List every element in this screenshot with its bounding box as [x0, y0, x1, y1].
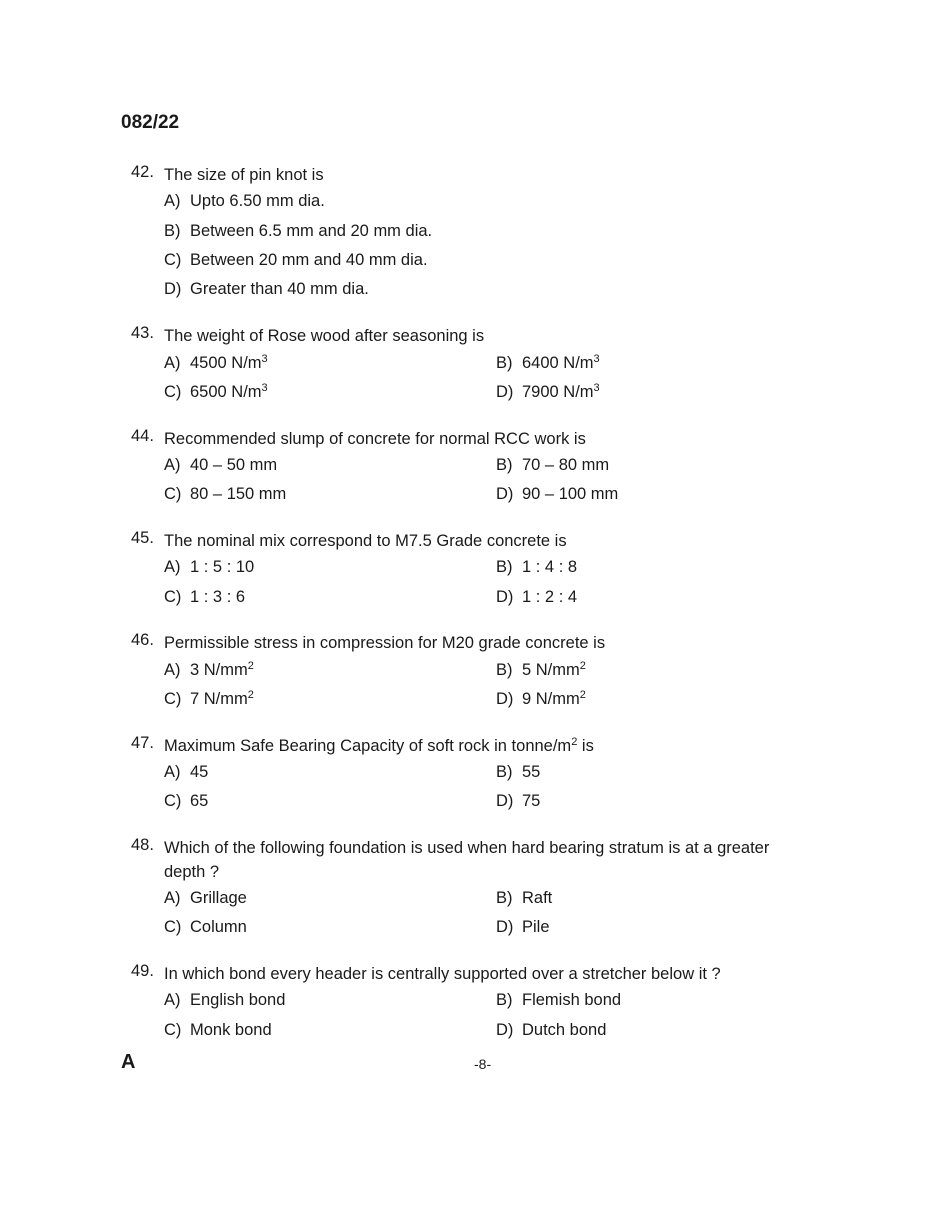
question-text: The nominal mix correspond to M7.5 Grade concrete is: [164, 532, 567, 550]
option-text: Pile: [522, 918, 550, 936]
option-text: 9 N/mm: [522, 690, 580, 708]
option-d: [496, 792, 540, 811]
option-b: [496, 354, 600, 373]
option-label: A): [164, 192, 181, 210]
option-text: Upto 6.50 mm dia.: [190, 192, 325, 210]
option-text: 7 N/mm: [190, 690, 248, 708]
option-text: Monk bond: [190, 1021, 272, 1039]
option-b: [496, 889, 552, 908]
question-text: The weight of Rose wood after seasoning is: [164, 327, 485, 345]
option-c: [164, 792, 208, 811]
question-text: Which of the following foundation is used when hard bearing stratum is at a greater depth ?: [164, 839, 770, 881]
question-text-main: Maximum Safe Bearing Capacity of soft rock in tonne/m: [164, 737, 572, 755]
option-d: [496, 485, 618, 504]
question-number: 48.: [131, 836, 154, 854]
option-a: [164, 991, 285, 1010]
option-text: 80 – 150 mm: [190, 485, 287, 503]
option-text: 45: [190, 763, 209, 781]
option-superscript: 2: [247, 689, 254, 701]
option-label: D): [496, 690, 514, 708]
question-43: [131, 324, 485, 345]
question-number: 47.: [131, 734, 154, 752]
option-c: [164, 918, 247, 937]
option-superscript: 2: [247, 660, 254, 672]
option-d: [496, 690, 586, 709]
option-label: C): [164, 918, 182, 936]
option-a: [164, 889, 247, 908]
option-text: Column: [190, 918, 247, 936]
question-46: [131, 631, 606, 652]
option-text: 90 – 100 mm: [522, 485, 619, 503]
option-d: [496, 918, 550, 937]
question-number: 44.: [131, 427, 154, 445]
question-text: Permissible stress in compression for M20 grade concrete is: [164, 634, 606, 652]
option-label: C): [164, 383, 182, 401]
option-superscript: 3: [261, 353, 268, 365]
option-text: 5 N/mm: [522, 661, 580, 679]
option-text: 1 : 5 : 10: [190, 558, 255, 576]
question-42: [131, 163, 324, 184]
option-superscript: 3: [593, 382, 600, 394]
option-text: 4500 N/m: [190, 354, 262, 372]
option-label: B): [496, 889, 513, 907]
question-text: In which bond every header is centrally supported over a stretcher below it ?: [164, 965, 721, 983]
question-number: 49.: [131, 962, 154, 980]
option-text: 75: [522, 792, 541, 810]
question-text: The size of pin knot is: [164, 166, 324, 184]
option-text: Raft: [522, 889, 553, 907]
option-a: [164, 456, 277, 475]
option-c: [164, 251, 428, 270]
option-label: B): [496, 558, 513, 576]
series-letter: A: [121, 1051, 136, 1073]
option-text: 3 N/mm: [190, 661, 248, 679]
option-text: 1 : 2 : 4: [522, 588, 578, 606]
question-number: 45.: [131, 529, 154, 547]
option-text: Flemish bond: [522, 991, 622, 1009]
option-label: B): [496, 991, 513, 1009]
option-b: [164, 222, 432, 241]
option-label: B): [496, 456, 513, 474]
option-label: D): [496, 383, 514, 401]
option-label: A): [164, 354, 181, 372]
option-text: 6500 N/m: [190, 383, 262, 401]
question-45: [131, 529, 567, 550]
option-superscript: 2: [579, 660, 586, 672]
option-d: [164, 280, 369, 299]
option-text: Greater than 40 mm dia.: [190, 280, 369, 298]
question-number: 42.: [131, 163, 154, 181]
option-c: [164, 588, 245, 607]
option-d: [496, 588, 577, 607]
question-superscript: 2: [571, 736, 578, 748]
option-label: C): [164, 485, 182, 503]
page-code: 082/22: [121, 112, 180, 133]
question-48: [131, 836, 770, 881]
option-b: [496, 558, 577, 577]
question-text: [164, 734, 804, 758]
option-b: [496, 763, 540, 782]
option-label: A): [164, 889, 181, 907]
option-c: [164, 485, 286, 504]
option-text: 55: [522, 763, 541, 781]
option-text: 40 – 50 mm: [190, 456, 278, 474]
page-number: -8-: [474, 1056, 492, 1072]
option-label: B): [496, 763, 513, 781]
question-44: [131, 427, 586, 448]
option-a: [164, 192, 325, 211]
option-text: 1 : 3 : 6: [190, 588, 246, 606]
question-text-tail: is: [577, 737, 594, 755]
option-c: [164, 1021, 272, 1040]
option-c: [164, 690, 254, 709]
option-label: B): [164, 222, 181, 240]
option-label: D): [496, 792, 514, 810]
option-b: [496, 991, 621, 1010]
option-label: A): [164, 991, 181, 1009]
option-text: 7900 N/m: [522, 383, 594, 401]
option-c: [164, 383, 268, 402]
option-label: A): [164, 558, 181, 576]
option-label: D): [496, 918, 514, 936]
option-a: [164, 354, 268, 373]
option-label: C): [164, 251, 182, 269]
option-label: B): [496, 354, 513, 372]
option-text: Between 6.5 mm and 20 mm dia.: [190, 222, 433, 240]
option-text: Dutch bond: [522, 1021, 607, 1039]
option-label: C): [164, 1021, 182, 1039]
question-49: [131, 962, 721, 983]
option-a: [164, 558, 254, 577]
option-label: A): [164, 763, 181, 781]
option-label: C): [164, 690, 182, 708]
option-text: English bond: [190, 991, 286, 1009]
option-text: 1 : 4 : 8: [522, 558, 578, 576]
option-label: B): [496, 661, 513, 679]
option-text: 65: [190, 792, 209, 810]
option-label: C): [164, 588, 182, 606]
option-label: D): [496, 588, 514, 606]
option-text: Between 20 mm and 40 mm dia.: [190, 251, 428, 269]
question-text: Recommended slump of concrete for normal RCC work is: [164, 430, 586, 448]
option-a: [164, 661, 254, 680]
option-d: [496, 1021, 606, 1040]
question-47: [131, 734, 594, 755]
option-b: [496, 456, 609, 475]
question-number: 43.: [131, 324, 154, 342]
option-label: D): [496, 485, 514, 503]
option-d: [496, 383, 600, 402]
option-superscript: 3: [261, 382, 268, 394]
option-text: 6400 N/m: [522, 354, 594, 372]
option-label: A): [164, 456, 181, 474]
option-superscript: 2: [579, 689, 586, 701]
option-a: [164, 763, 208, 782]
option-label: D): [496, 1021, 514, 1039]
option-label: A): [164, 661, 181, 679]
question-number: 46.: [131, 631, 154, 649]
option-text: Grillage: [190, 889, 247, 907]
option-b: [496, 661, 586, 680]
option-label: D): [164, 280, 182, 298]
option-superscript: 3: [593, 353, 600, 365]
option-label: C): [164, 792, 182, 810]
option-text: 70 – 80 mm: [522, 456, 610, 474]
